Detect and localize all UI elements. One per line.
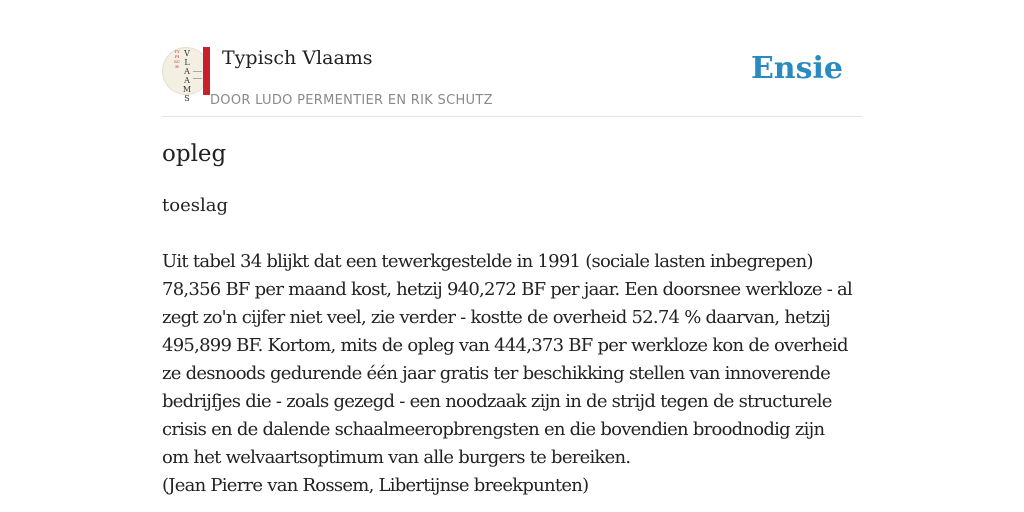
entry-meaning: toeslag (162, 195, 228, 216)
example-line: zegt zo'n cijfer niet veel, zie verder - kostte de overheid 52.74 % daarvan, hetzij (162, 307, 831, 328)
example-line: bedrijfjes die - zoals gezegd - een noodzaak zijn in de strijd tegen de structurele (162, 391, 832, 412)
example-line: 78,356 BF per maand kost, hetzij 940,272 BF per jaar. Een doorsnee werkloze - al (162, 279, 852, 300)
ensie-logo-link[interactable]: Ensie (750, 51, 843, 86)
book-cover-fine-print (193, 71, 202, 79)
book-authors: DOOR LUDO PERMENTIER EN RIK SCHUTZ (210, 93, 493, 108)
book-cover-lettering: VLAAMS (182, 49, 192, 103)
header (162, 0, 862, 117)
book-title-link[interactable]: Typisch Vlaams (222, 47, 373, 69)
entry-word: opleg (162, 141, 227, 167)
example-line: om het welvaartsoptimum van alle burgers te bereiken. (162, 447, 631, 468)
example-line: ze desnoods gedurende één jaar gratis ter beschikking stellen van innoverende (162, 363, 831, 384)
example-quote (162, 248, 862, 500)
example-line: Uit tabel 34 blijkt dat een tewerkgestelde in 1991 (sociale lasten inbegrepen) (162, 251, 813, 272)
example-line: crisis en de dalende schaalmeeropbrengsten en die bovendien broodnodig zijn (162, 419, 825, 440)
example-line: 495,899 BF. Kortom, mits de opleg van 444,373 BF per werkloze kon de overheid (162, 335, 848, 356)
entry-card (162, 0, 862, 512)
book-cover-image[interactable] (162, 47, 210, 103)
book-cover-red-lettering: TYPISCH (174, 49, 180, 69)
example-source: (Jean Pierre van Rossem, Libertijnse breekpunten) (162, 475, 589, 496)
book-cover-spine (203, 47, 210, 95)
